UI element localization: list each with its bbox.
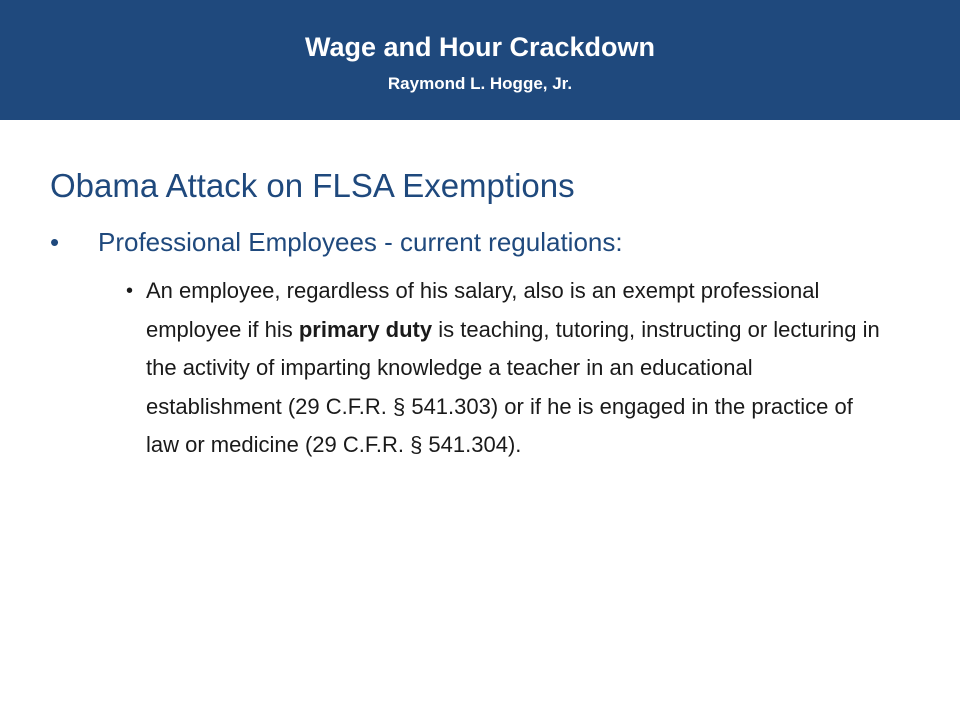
bullet-level2-bold-term: primary duty [298,316,433,342]
header-subtitle: Raymond L. Hogge, Jr. [387,74,573,93]
bullet-dot-icon: • [126,280,134,302]
bullet-level1 [50,222,910,266]
section-title: Obama Attack on FLSA Exemptions [50,167,575,204]
bullet-level1-text: Professional Employees - current regulations: [98,227,623,257]
header-banner [0,0,960,120]
bullet-level2-text-start: An employee, regardless of his salary, also is an exempt professional employee if his [146,278,820,342]
bullet-level2-text [146,272,891,465]
bullet-dot-icon: • [50,227,60,257]
header-title: Wage and Hour Crackdown [304,32,656,62]
bullet-level2-text-end: is teaching, tutoring, instructing or lecturing in the activity of imparting knowledge a teacher in an educational establishment (29 C.F.R. § 541.303) or if he is engaged in the practice of law or medicine (29 C.F.R. § 541.304). [146,316,880,457]
